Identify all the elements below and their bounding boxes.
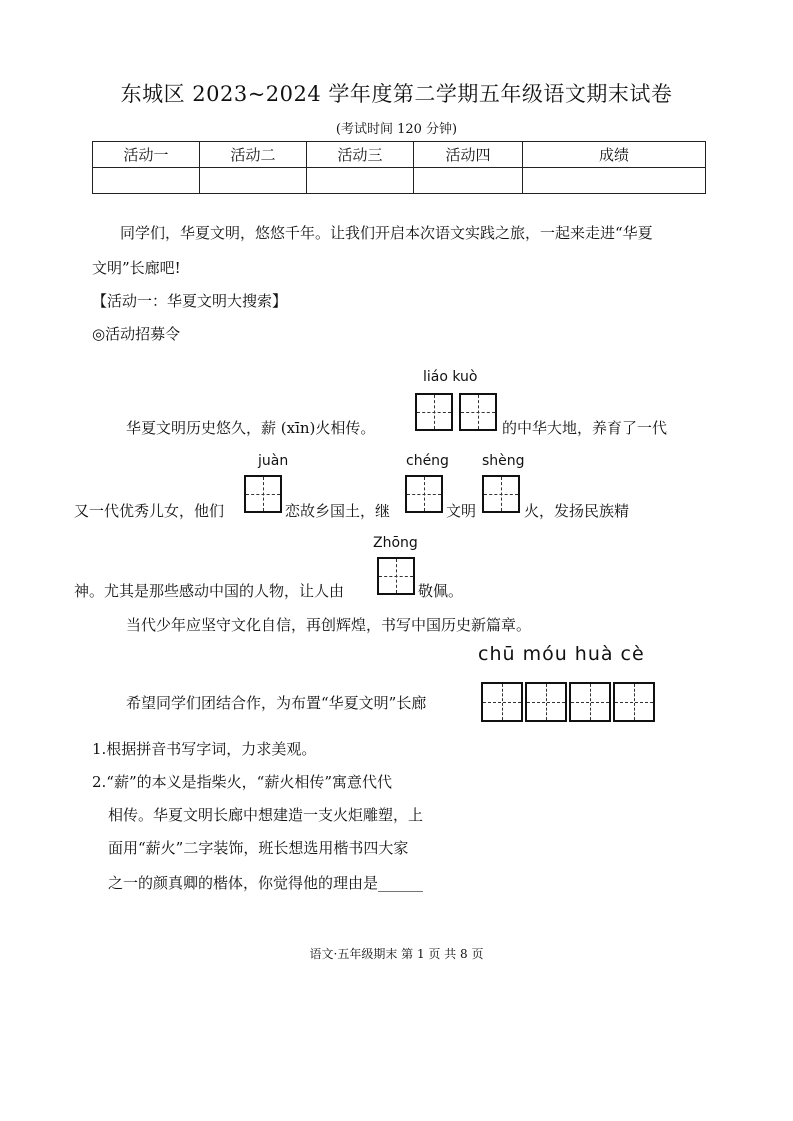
pinyin-juan: juàn bbox=[258, 453, 289, 469]
exam-duration: (考试时间 120 分钟) bbox=[335, 122, 458, 137]
question-2-line2: 相传。华夏文明长廊中想建造一支火炬雕塑，上 bbox=[108, 806, 424, 824]
writing-box-kuo[interactable] bbox=[459, 393, 497, 431]
writing-box-sheng[interactable] bbox=[482, 475, 520, 513]
activity1-subheading: ◎活动招募令 bbox=[92, 325, 181, 343]
score-cell-activity3[interactable] bbox=[307, 168, 414, 194]
score-col-activity4: 活动四 bbox=[414, 142, 523, 168]
score-table-header-row bbox=[93, 142, 706, 168]
passage-line2-c: 文明 bbox=[446, 502, 477, 520]
writing-box-cheng[interactable] bbox=[405, 475, 443, 513]
pinyin-zhong: Zhōng bbox=[373, 535, 418, 551]
score-cell-activity2[interactable] bbox=[200, 168, 307, 194]
writing-box-juan[interactable] bbox=[244, 475, 282, 513]
passage-line1-start: 华夏文明历史悠久，薪 (xīn)火相传。 bbox=[126, 419, 376, 437]
page-title: 东城区 2023~2024 学年度第二学期五年级语文期末试卷 bbox=[120, 82, 673, 106]
writing-box-liao[interactable] bbox=[415, 393, 453, 431]
page-footer: 语文·五年级期末 第 1 页 共 8 页 bbox=[309, 947, 484, 961]
score-table bbox=[92, 141, 706, 194]
writing-box-mou[interactable] bbox=[525, 682, 567, 722]
pinyin-sheng: shèng bbox=[482, 453, 525, 469]
score-col-total: 成绩 bbox=[523, 142, 706, 168]
question-2-line1: 2.“薪”的本义是指柴火，“薪火相传”寓意代代 bbox=[92, 773, 392, 791]
passage-line2-a: 又一代优秀儿女，他们 bbox=[74, 502, 225, 520]
score-cell-total[interactable] bbox=[523, 168, 706, 194]
score-col-activity1: 活动一 bbox=[93, 142, 200, 168]
writing-box-zhong[interactable] bbox=[377, 557, 415, 595]
writing-box-chou[interactable] bbox=[481, 682, 523, 722]
score-table-blank-row bbox=[93, 168, 706, 194]
passage-line4: 当代少年应坚守文化自信，再创辉煌，书写中国历史新篇章。 bbox=[126, 616, 532, 634]
passage-line2-d: 火，发扬民族精 bbox=[524, 502, 630, 520]
passage-line5: 希望同学们团结合作，为布置“华夏文明”长廊 bbox=[126, 694, 427, 712]
pinyin-choumou-huace: chū móu huà cè bbox=[478, 643, 645, 665]
passage-line3-a: 神。尤其是那些感动中国的人物，让人由 bbox=[74, 582, 345, 600]
score-cell-activity1[interactable] bbox=[93, 168, 200, 194]
question-2-line3: 面用“薪火”二字装饰，班长想选用楷书四大家 bbox=[108, 839, 409, 857]
pinyin-liaokuo: liáo kuò bbox=[423, 369, 478, 385]
score-col-activity3: 活动三 bbox=[307, 142, 414, 168]
passage-line3-b: 敬佩。 bbox=[418, 582, 464, 600]
intro-line-1: 同学们，华夏文明，悠悠千年。让我们开启本次语文实践之旅，一起来走进“华夏 bbox=[120, 224, 653, 242]
pinyin-cheng: chéng bbox=[406, 453, 449, 469]
question-2-line4: 之一的颜真卿的楷体，你觉得他的理由是______ bbox=[108, 874, 424, 892]
score-cell-activity4[interactable] bbox=[414, 168, 523, 194]
question-1: 1.根据拼音书写字词，力求美观。 bbox=[92, 740, 317, 758]
writing-box-hua[interactable] bbox=[569, 682, 611, 722]
score-col-activity2: 活动二 bbox=[200, 142, 307, 168]
passage-line1-end: 的中华大地，养育了一代 bbox=[502, 419, 668, 437]
intro-line-2: 文明”长廊吧! bbox=[92, 259, 181, 277]
passage-line2-b: 恋故乡国土，继 bbox=[285, 502, 391, 520]
writing-box-ce[interactable] bbox=[613, 682, 655, 722]
activity1-heading: 【活动一：华夏文明大搜索】 bbox=[92, 292, 288, 310]
